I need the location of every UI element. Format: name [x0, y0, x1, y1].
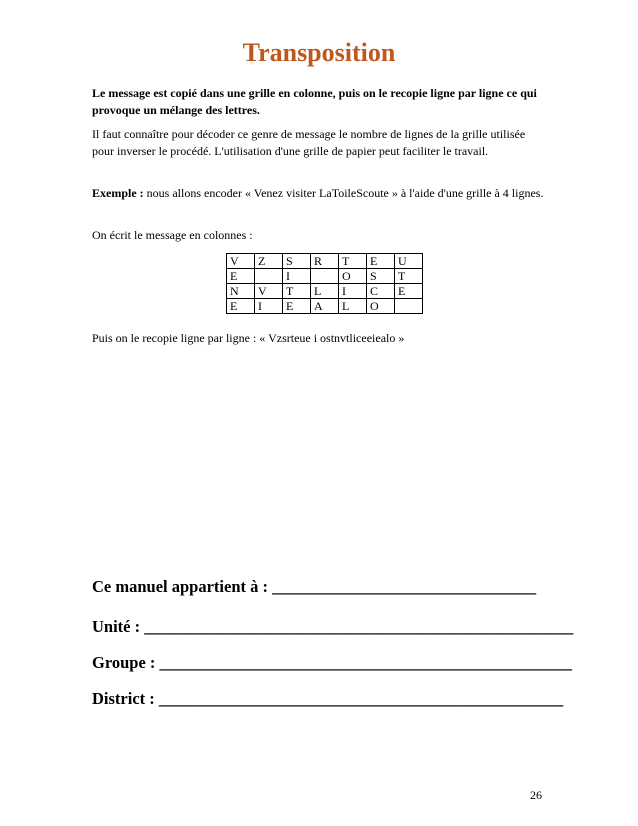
grid-row: [227, 284, 423, 299]
unit-line: Unité : ____________________________________________________: [92, 617, 574, 636]
grid-row: [227, 299, 423, 314]
grid-cell: T: [339, 254, 367, 269]
grid-cell: C: [367, 284, 395, 299]
grid-cell: T: [283, 284, 311, 299]
example-label: Exemple :: [92, 186, 144, 200]
grid-cell: A: [311, 299, 339, 314]
columns-intro: On écrit le message en colonnes :: [92, 228, 253, 242]
grid-row: [227, 254, 423, 269]
grid-cell: V: [227, 254, 255, 269]
grid-cell: S: [367, 269, 395, 284]
group-line: Groupe : __________________________________________________: [92, 653, 573, 672]
grid-cell: I: [339, 284, 367, 299]
grid-cell: Z: [255, 254, 283, 269]
grid-cell: L: [311, 284, 339, 299]
intro-paragraph: Le message est copié dans une grille en colonne, puis on le recopie ligne par ligne ce qui provoque un mélange des lettres.: [92, 86, 537, 117]
grid-cell: [255, 269, 283, 284]
grid-cell: E: [227, 269, 255, 284]
grid-cell: R: [311, 254, 339, 269]
explanation-paragraph: Il faut connaître pour décoder ce genre de message le nombre de lignes de la grille utilisée pour inverser le procédé. L'utilisation d'une grille de papier peut faciliter le travail.: [92, 127, 526, 158]
grid-cell: N: [227, 284, 255, 299]
page-number: 26: [530, 788, 542, 802]
grid-cell: E: [367, 254, 395, 269]
grid-cell: [395, 299, 423, 314]
grid-cell: I: [283, 269, 311, 284]
example-text: nous allons encoder « Venez visiter LaToileScoute » à l'aide d'une grille à 4 lignes.: [143, 186, 544, 200]
grid-cell: [311, 269, 339, 284]
grid-cell: E: [395, 284, 423, 299]
grid-cell: S: [283, 254, 311, 269]
grid-cell: V: [255, 284, 283, 299]
result-paragraph: Puis on le recopie ligne par ligne : « Vzsrteue i ostnvtliceeiealo »: [92, 331, 405, 345]
transposition-grid: [226, 253, 423, 314]
grid-cell: U: [395, 254, 423, 269]
grid-row: [227, 269, 423, 284]
page-title: Transposition: [242, 38, 396, 67]
grid-cell: E: [283, 299, 311, 314]
grid-cell: T: [395, 269, 423, 284]
grid-cell: O: [339, 269, 367, 284]
example-paragraph: [92, 185, 550, 202]
district-line: District : _________________________________________________: [92, 689, 564, 708]
grid-cell: O: [367, 299, 395, 314]
grid-cell: I: [255, 299, 283, 314]
owner-line: Ce manuel appartient à : ________________________________: [92, 577, 537, 596]
grid-cell: E: [227, 299, 255, 314]
grid-cell: L: [339, 299, 367, 314]
